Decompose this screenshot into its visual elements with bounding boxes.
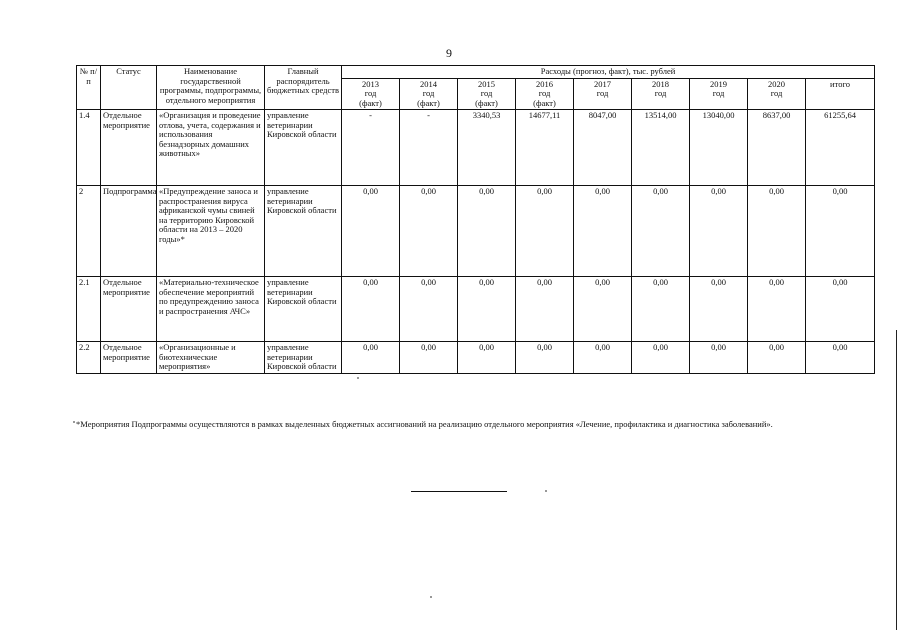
year-sub: год — [712, 88, 725, 98]
value-2016: 14677,11 — [516, 110, 574, 186]
value-total: 0,00 — [806, 186, 875, 277]
value-2019: 0,00 — [690, 342, 748, 374]
value-2015: 0,00 — [458, 186, 516, 277]
header-total: итого — [806, 78, 875, 110]
value-2020: 0,00 — [748, 277, 806, 342]
table-row — [77, 110, 875, 186]
header-expenses: Расходы (прогноз, факт), тыс. рублей — [342, 66, 875, 79]
year-label: 2019 — [710, 78, 727, 89]
value-2013: 0,00 — [342, 342, 400, 374]
year-label: 2015 — [478, 78, 495, 89]
row-manager: управление ветеринарии Кировской области — [265, 110, 342, 186]
value-2014: - — [400, 110, 458, 186]
year-label: 2020 — [768, 78, 785, 89]
year-sub: год — [596, 88, 609, 98]
year-label: 2016 — [536, 78, 553, 89]
header-year-2015 — [458, 78, 516, 110]
value-2020: 0,00 — [748, 342, 806, 374]
row-status: Отдельное мероприятие — [101, 277, 157, 342]
header-year-2019 — [690, 78, 748, 110]
value-2019: 0,00 — [690, 186, 748, 277]
value-2014: 0,00 — [400, 277, 458, 342]
header-year-2018 — [632, 78, 690, 110]
value-2017: 0,00 — [574, 186, 632, 277]
table-row — [77, 186, 875, 277]
row-status: Отдельное мероприятие — [101, 110, 157, 186]
value-2014: 0,00 — [400, 186, 458, 277]
value-2019: 0,00 — [690, 277, 748, 342]
year-sub: год — [654, 88, 667, 98]
value-2018: 0,00 — [632, 186, 690, 277]
table-row — [77, 277, 875, 342]
value-2019: 13040,00 — [690, 110, 748, 186]
year-note: (факт) — [475, 97, 498, 108]
row-manager: управление ветеринарии Кировской области — [265, 342, 342, 374]
value-2017: 8047,00 — [574, 110, 632, 186]
value-2018: 13514,00 — [632, 110, 690, 186]
value-2020: 8637,00 — [748, 110, 806, 186]
value-2018: 0,00 — [632, 277, 690, 342]
value-2014: 0,00 — [400, 342, 458, 374]
year-sub: год — [422, 88, 435, 98]
row-num: 2.1 — [77, 277, 101, 342]
scan-speck — [357, 377, 359, 379]
row-status: Отдельное мероприятие — [101, 342, 157, 374]
value-2013: - — [342, 110, 400, 186]
scan-edge-line — [896, 330, 897, 630]
value-2017: 0,00 — [574, 277, 632, 342]
end-divider — [411, 491, 507, 492]
year-sub: год — [480, 88, 493, 98]
row-status: Подпрограмма — [101, 186, 157, 277]
year-sub: год — [538, 88, 551, 98]
value-2015: 0,00 — [458, 277, 516, 342]
row-name: «Предупреждение заноса и распространения вируса африканской чумы свиней на территорию Кировской области на 2013 – 2020 годы»* — [157, 186, 265, 277]
year-note: (факт) — [359, 97, 382, 108]
row-name: «Материально-техническое обеспечение мероприятий по предупреждению заноса и распространения АЧС» — [157, 277, 265, 342]
page-number: 9 — [446, 46, 452, 60]
value-total: 61255,64 — [806, 110, 875, 186]
value-2016: 0,00 — [516, 186, 574, 277]
header-status: Статус — [101, 66, 157, 110]
row-manager: управление ветеринарии Кировской области — [265, 186, 342, 277]
table-row — [77, 342, 875, 374]
header-year-2020 — [748, 78, 806, 110]
scan-speck — [73, 421, 75, 423]
value-2016: 0,00 — [516, 342, 574, 374]
footnote: *Мероприятия Подпрограммы осуществляются в рамках выделенных бюджетных ассигнований на реализацию отдельного мероприятия «Лечение, профилактика и диагностика заболеваний». — [76, 419, 773, 429]
value-2017: 0,00 — [574, 342, 632, 374]
year-label: 2013 — [362, 78, 379, 89]
value-2013: 0,00 — [342, 277, 400, 342]
value-2016: 0,00 — [516, 277, 574, 342]
header-name: Наименование государственной программы, подпрограммы, отдельного мероприятия — [157, 66, 265, 110]
row-num: 1.4 — [77, 110, 101, 186]
row-name: «Организационные и биотехнические мероприятия» — [157, 342, 265, 374]
header-year-2014 — [400, 78, 458, 110]
value-total: 0,00 — [806, 277, 875, 342]
row-num: 2.2 — [77, 342, 101, 374]
year-sub: год — [364, 88, 377, 98]
value-2013: 0,00 — [342, 186, 400, 277]
value-2015: 3340,53 — [458, 110, 516, 186]
year-sub: год — [770, 88, 783, 98]
row-name: «Организация и проведение отлова, учета, содержания и использования безнадзорных домашних животных» — [157, 110, 265, 186]
scan-speck — [545, 490, 547, 492]
budget-table — [76, 65, 875, 374]
value-2015: 0,00 — [458, 342, 516, 374]
header-year-2016 — [516, 78, 574, 110]
header-num: № п/п — [77, 66, 101, 110]
value-total: 0,00 — [806, 342, 875, 374]
value-2018: 0,00 — [632, 342, 690, 374]
row-manager: управление ветеринарии Кировской области — [265, 277, 342, 342]
scan-speck — [430, 596, 432, 598]
header-year-2017 — [574, 78, 632, 110]
year-note: (факт) — [533, 97, 556, 108]
year-label: 2014 — [420, 78, 437, 89]
header-manager: Главный распорядитель бюджетных средств — [265, 66, 342, 110]
header-row-1 — [77, 66, 875, 79]
year-note: (факт) — [417, 97, 440, 108]
header-year-2013 — [342, 78, 400, 110]
year-label: 2017 — [594, 78, 611, 89]
row-num: 2 — [77, 186, 101, 277]
year-label: 2018 — [652, 78, 669, 89]
value-2020: 0,00 — [748, 186, 806, 277]
